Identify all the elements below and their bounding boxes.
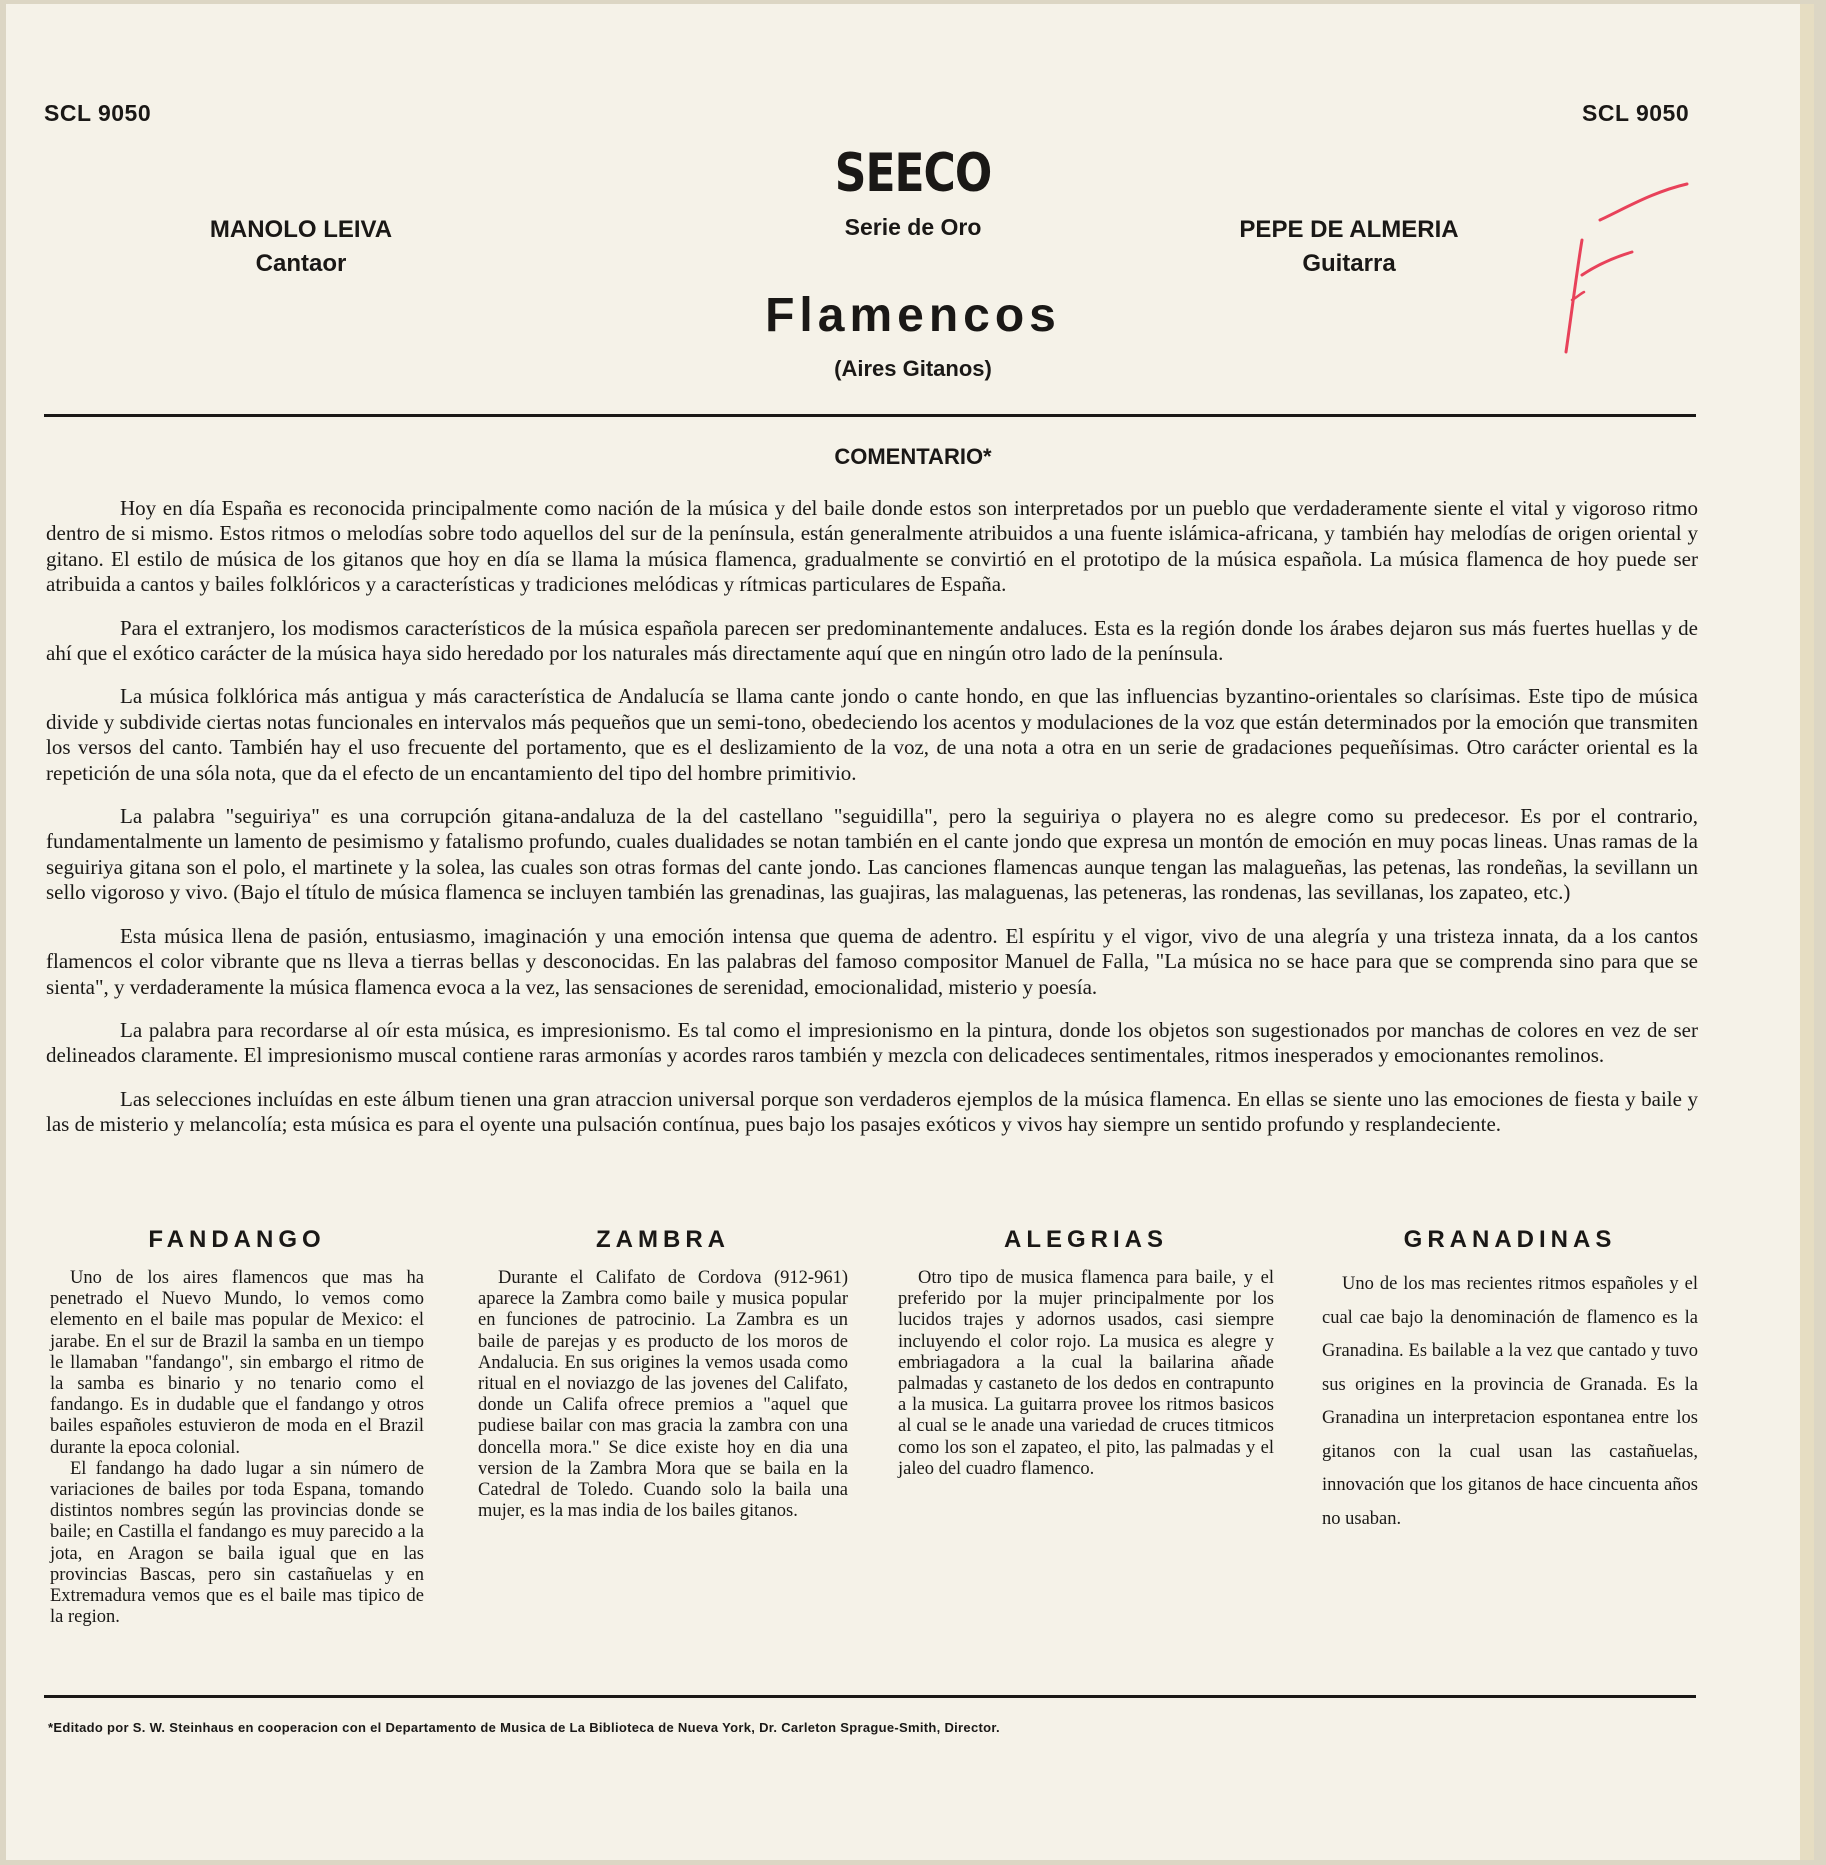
label-logo: SEECO	[834, 142, 992, 205]
commentary-body	[46, 496, 1698, 1156]
album-title: Flamencos	[765, 289, 1061, 342]
section-paragraph: Uno de los aires flamencos que mas ha penetrado el Nuevo Mundo, lo vemos como elemento en el baile mas popular de Mexico: el jarabe. En el sur de Brazil la samba en un tiempo le llamaban "fandango", sin embargo el ritmo de la samba es binario y no tenario como el fandango. Es in dudable que el fandango y otros bailes españoles estuvieron de moda en el Brazil durante la epoca colonial.	[50, 1268, 424, 1458]
section-heading: GRANADINAS	[1403, 1226, 1617, 1253]
footnote: *Editado por S. W. Steinhaus en cooperacion con el Departamento de Musica de La Biblioteca de Nueva York, Dr. Carleton Sprague-Smith, Director.	[48, 1720, 1000, 1735]
section-paragraph: Uno de los mas recientes ritmos españoles y el cual cae bajo la denominación de flamenco es la Granadina. Es bailable a la vez que cantado y tuvo sus origines en la provincia de Granada. Es la Granadina un interpretacion espontanea entre los gitanos con la cual usan las castañuelas, innovación que los gitanos de hace cincuenta años no usaban.	[1322, 1274, 1698, 1529]
series-name: Serie de Oro	[844, 214, 982, 240]
catalog-number-left: SCL 9050	[44, 100, 152, 126]
artist-guitarist-role: Guitarra	[1302, 250, 1396, 277]
artist-guitarist-name: PEPE DE ALMERIA	[1239, 216, 1459, 243]
section-heading: ZAMBRA	[596, 1226, 730, 1253]
section-zambra	[478, 1226, 848, 1522]
section-granadinas	[1322, 1226, 1698, 1536]
header-divider	[44, 414, 1696, 417]
artist-singer	[141, 213, 461, 281]
artist-singer-name: MANOLO LEIVA	[209, 216, 393, 243]
section-paragraph: El fandango ha dado lugar a sin número de variaciones de bailes por toda Espana, tomando distintos nombres según las provincias donde se baile; en Castilla el fandango es muy parecido a la jota, en Aragon se baila igual que en las provincias Bascas, pero sin castañuelas y en Extremadura vemos que es el baile mas tipico de la region.	[50, 1458, 424, 1628]
footer-divider	[44, 1695, 1696, 1698]
handwritten-f-mark	[1552, 180, 1702, 360]
commentary-paragraph: Las selecciones incluídas en este álbum tienen una gran atraccion universal porque son verdaderos ejemplos de la música flamenca. En ellas se siente uno las emociones de fiesta y baile y las de misterio y melancolía; esta música es para el oyente una pulsación contínua, pues bajo los pasajes exóticos y vivos hay siempre un sentido profundo y resplandeciente.	[46, 1086, 1698, 1137]
artist-guitarist	[1189, 213, 1509, 281]
artist-singer-role: Cantaor	[255, 250, 347, 277]
commentary-paragraph: Para el extranjero, los modismos característicos de la música española parecen ser predominantemente andaluces. Esta es la región donde los árabes dejaron sus más fuertes huellas y de ahí que el exótico carácter de la música haya sido heredado por los naturales más directamente aquí que en ningún otro lado de la península.	[46, 615, 1698, 666]
commentary-heading: COMENTARIO*	[834, 444, 992, 469]
catalog-number-right: SCL 9050	[1582, 100, 1690, 126]
commentary-paragraph: Hoy en día España es reconocida principalmente como nación de la música y del baile donde estos son interpretados por un pueblo que verdaderamente siente el vital y vigoroso ritmo dentro de si mismo. Estos ritmos o melodías sobre todo aquellos del sur de la península, están generalmente atribuidos a una fuente islámica-africana, y también hay melodías de origen oriental y gitano. El estilo de música de los gitanos que hoy en día se llama la música flamenca, gradualmente se convirtió en el prototipo de la música española. La música flamenca de hoy puede ser atribuida a cantos y bailes folklóricos y a características y tradiciones melódicas y rítmicas particulares de España.	[46, 496, 1698, 597]
section-fandango	[50, 1226, 424, 1628]
section-paragraph: Otro tipo de musica flamenca para baile, y el preferido por la mujer principalmente por los lucidos trajes y adornos usados, casi siempre incluyendo el color rojo. La musica es alegre y embriagadora a la cual la bailarina añade palmadas y castaneto de los dedos en contrapunto a la musica. La guitarra provee los ritmos basicos al cual se le anade una variedad de cruces titmicos como los son el zapateo, el pito, las palmadas y el jaleo del cuadro flamenco.	[898, 1268, 1274, 1479]
section-paragraph: Durante el Califato de Cordova (912-961) aparece la Zambra como baile y musica popular en funciones de patrocinio. La Zambra es un baile de parejas y es producto de los moros de Andalucia. En sus origines la vemos usada como ritual en el noviazgo de las jovenes del Califato, donde un Califa ofrece premios a "aquel que pudiese bailar con mas gracia la zambra con una doncella mora." Se dice existe hoy en dia una version de la Zambra Mora que se baila en la Catedral de Toledo. Cuando solo la baila una mujer, es la mas india de los bailes gitanos.	[478, 1268, 848, 1522]
commentary-paragraph: La palabra para recordarse al oír esta música, es impresionismo. Es tal como el impresionismo en la pintura, donde los objetos son sugestionados por manchas de colores en vez de ser delineados claramente. El impresionismo muscal contiene raras armonías y acordes raros también y mezcla con delicadeces sentimentales, ritmos inesperados y emocionantes remolinos.	[46, 1017, 1698, 1068]
commentary-paragraph: Esta música llena de pasión, entusiasmo, imaginación y una emoción intensa que quema de adentro. El espíritu y el vigor, vivo de una alegría y una tristeza innata, da a los cantos flamencos el color vibrante que ns lleva a tierras bellas y desconocidas. En las palabras del famoso compositor Manuel de Falla, "La música no se hace para que se comprenda sino para que se sienta", y verdaderamente la música flamenca evoca a la vez, las sensaciones de serenidad, emocionalidad, misterio y poesía.	[46, 923, 1698, 999]
commentary-paragraph: La palabra "seguiriya" es una corrupción gitana-andaluza de la del castellano "seguidilla", pero la seguiriya o playera no es alegre como su predecesor. Es por el contrario, fundamentalmente un lamento de pesimismo y fatalismo profundo, cuales dualidades se notan también en el cante jondo que expresa un montón de emoción en muy pocas lineas. Unas ramas de la seguiriya gitana son el polo, el martinete y la solea, las cuales son otras formas del cante jondo. Las canciones flamencas aunque tengan las malagueñas, las petenas, las rondeñas, la sevillann un sello vigoroso y vivo. (Bajo el título de música flamenca se incluyen también las grenadinas, las guajiras, las malaguenas, las peteneras, las rondenas, las sevillanas, los zapateo, etc.)	[46, 804, 1698, 905]
commentary-paragraph: La música folklórica más antigua y más característica de Andalucía se llama cante jondo o cante hondo, en que las influencias byzantino-orientales so clarísimas. Este tipo de música divide y subdivide ciertas notas funcionales en intervalos más pequeños que un semi-tono, obedeciendo los acentos y modulaciones de la voz que están determinados por la emoción que transmiten los versos del canto. También hay el uso frecuente del portamento, que es el deslizamiento de la voz, de una nota a otra en un serie de gradaciones pequeñísimas. Otro carácter oriental es la repetición de una sóla nota, que da el efecto de un encantamiento del tipo del hombre primitivio.	[46, 684, 1698, 785]
album-subtitle: (Aires Gitanos)	[834, 356, 992, 381]
section-heading: FANDANGO	[148, 1226, 326, 1253]
section-heading: ALEGRIAS	[1003, 1226, 1168, 1253]
section-alegrias	[898, 1226, 1274, 1480]
